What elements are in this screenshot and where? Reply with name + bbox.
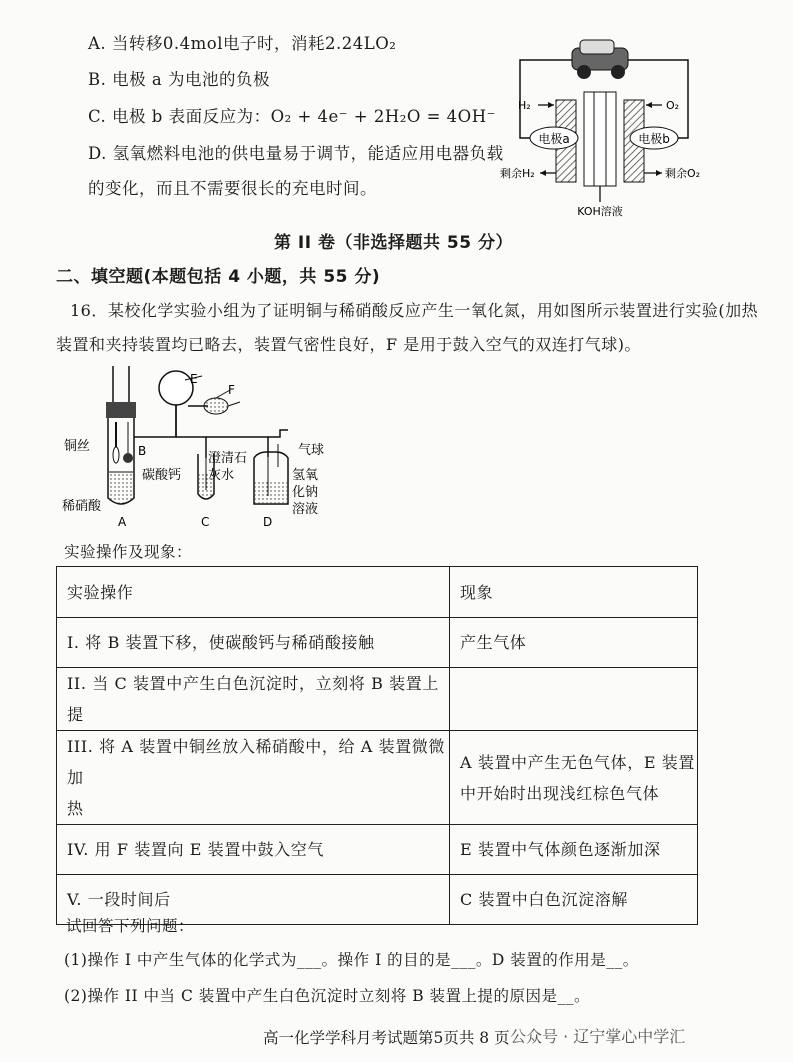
row2-phenomenon [450, 668, 698, 731]
label-a: A [118, 515, 127, 529]
sub-question-2: (2)操作 II 中当 C 装置中产生白色沉淀时立刻将 B 装置上提的原因是__。 [64, 987, 591, 1005]
answer-prompt: 试回答下列问题： [66, 917, 195, 935]
car-icon [572, 40, 628, 79]
row5-operation: V. 一段时间后 [57, 875, 450, 925]
tube-a [106, 366, 136, 504]
table-row [57, 618, 698, 668]
sub-question-1: (1)操作 I 中产生气体的化学式为___。操作 I 的目的是___。D 装置的作用是__。 [64, 951, 639, 969]
o2-out-label: 剩余O₂ [665, 167, 701, 180]
watermark: 公众号 · 辽宁掌心中学汇 [510, 1027, 686, 1046]
label-naoh-2: 化钠 [292, 485, 319, 500]
label-c: C [201, 515, 210, 529]
page-footer: 高一化学学科月考试题第5页共 8 页 [263, 1029, 510, 1047]
q16-line1: 16．某校化学实验小组为了证明铜与稀硝酸反应产生一氧化氮，用如图所示装置进行实验(加热 [70, 301, 759, 320]
row1-operation: I. 将 B 装置下移，使碳酸钙与稀硝酸接触 [57, 618, 450, 668]
electrode-a-label: 电极a [538, 132, 570, 146]
row1-phenomenon: 产生气体 [450, 618, 698, 668]
section-title: 第 II 卷（非选择题共 55 分） [274, 233, 513, 253]
table-header-row [57, 567, 698, 618]
row5-phenomenon: C 装置中白色沉淀溶解 [450, 875, 698, 925]
h2-in-label: H₂ [518, 99, 531, 112]
experiment-table [56, 566, 698, 925]
option-c: C. 电极 b 表面反应为：O₂ + 4e⁻ + 2H₂O = 4OH⁻ [88, 107, 496, 126]
part-heading: 二、填空题(本题包括 4 小题，共 55 分) [56, 267, 381, 287]
row3-phenomenon [450, 731, 698, 825]
row3-operation-line2: 热 [67, 799, 84, 818]
label-naoh-3: 溶液 [292, 502, 319, 517]
electrolyte-label: KOH溶液 [577, 205, 623, 218]
q16-line2: 装置和夹持装置均已略去，装置气密性良好，F 是用于鼓入空气的双连打气球)。 [56, 335, 641, 354]
label-e: E [190, 372, 198, 386]
header-phenomenon: 现象 [450, 567, 698, 618]
o2-in-label: O₂ [666, 99, 680, 112]
label-b: B [138, 444, 147, 458]
header-operation: 实验操作 [57, 567, 450, 618]
row3-phenomenon-line1: A 装置中产生无色气体，E 装置 [460, 752, 696, 772]
option-d-line2: 的变化，而且不需要很长的充电时间。 [88, 179, 377, 198]
bulb-f [204, 398, 228, 414]
row3-operation [57, 731, 450, 825]
fuel-cell-diagram [500, 30, 715, 220]
row3-phenomenon-line2: 中开始时出现浅红棕色气体 [460, 783, 660, 803]
table-row [57, 825, 698, 875]
label-caco3: 碳酸钙 [142, 468, 182, 483]
option-b: B. 电极 a 为电池的负极 [88, 70, 270, 89]
apparatus-diagram [58, 362, 358, 534]
flask-e [159, 371, 193, 405]
label-limewater-2: 灰水 [208, 468, 235, 483]
row4-operation: IV. 用 F 装置向 E 装置中鼓入空气 [57, 825, 450, 875]
row3-operation-line1: III. 将 A 装置中铜丝放入稀硝酸中，给 A 装置微微加 [67, 737, 445, 787]
option-a: A. 当转移0.4mol电子时，消耗2.24LO₂ [88, 34, 397, 53]
table-caption: 实验操作及现象： [64, 543, 193, 561]
label-naoh-1: 氢氧 [292, 468, 319, 483]
label-f: F [228, 383, 235, 397]
option-d-line1: D. 氢氧燃料电池的供电量易于调节，能适应用电器负载 [88, 144, 504, 163]
table-row [57, 731, 698, 825]
label-balloon: 气球 [298, 443, 325, 458]
label-limewater-1: 澄清石 [208, 451, 248, 466]
h2-out-label: 剩余H₂ [500, 167, 535, 180]
label-dilute-hno3: 稀硝酸 [62, 499, 102, 514]
table-row [57, 668, 698, 731]
row4-phenomenon: E 装置中气体颜色逐渐加深 [450, 825, 698, 875]
electrode-b-label: 电极b [638, 132, 670, 146]
label-copper-wire: 铜丝 [64, 439, 91, 454]
label-d: D [263, 515, 273, 529]
row2-operation: II. 当 C 装置中产生白色沉淀时，立刻将 B 装置上提 [57, 668, 450, 731]
